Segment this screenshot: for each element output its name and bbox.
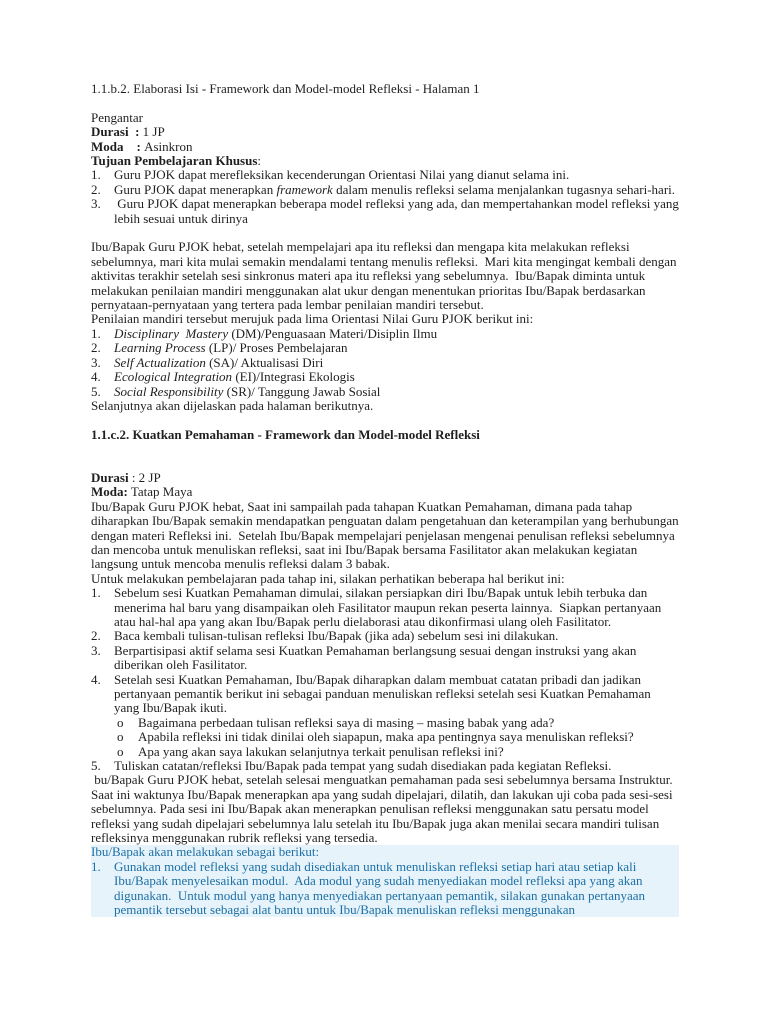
- section2-title: 1.1.c.2. Kuatkan Pemahaman - Framework dan Model-model Refleksi: [91, 426, 480, 442]
- list-number: 1.: [91, 585, 101, 601]
- list-item: [91, 673, 679, 716]
- list-item: [91, 644, 679, 673]
- list-text: Apa yang akan saya lakukan selanjutnya terkait penulisan refleksi ini?: [138, 743, 504, 759]
- list-text: Berpartisipasi aktif selama sesi Kuatkan Pemahaman berlangsung sesuai dengan instruksi yang akan diberikan oleh Fasilitator.: [114, 642, 637, 673]
- list-text: Guru PJOK dapat menerapkan beberapa model refleksi yang ada, dan mempertahankan model refleksi yang lebih sesuai untuk dirinya: [114, 196, 683, 226]
- durasi-line: [91, 471, 679, 485]
- spacer: [91, 226, 679, 240]
- spacer: [91, 413, 679, 427]
- tujuan-colon: :: [257, 153, 262, 169]
- moda-value: Asinkron: [144, 138, 193, 154]
- tujuan-heading: [91, 154, 679, 168]
- list-number: 2.: [91, 181, 101, 197]
- list-text: Baca kembali tulisan-tulisan refleksi Ibu/Bapak (jika ada) sebelum sesi ini dilakukan.: [114, 628, 559, 644]
- list-number: 1.: [91, 325, 101, 341]
- list-item: [91, 196, 683, 226]
- list-text: Gunakan model refleksi yang sudah disediakan untuk menuliskan refleksi setiap hari atau setiap kali Ibu/Bapak menyelesaikan modul. Ada modul yang sudah menyediakan model refleksi apa yang akan digunakan. Untuk modul yang hanya menyediakan pertanyaan pemantik, silakan gunakan pertanyaan pemantik tersebut sebagai alat bantu untuk Ibu/Bapak menuliskan refleksi menggunakan: [114, 858, 649, 918]
- orientasi-desc: (EI)/Integrasi Ekologis: [232, 369, 355, 385]
- list-item: [91, 745, 679, 759]
- durasi-sep: :: [128, 124, 143, 140]
- orientasi-list: [91, 327, 679, 399]
- list-item: [91, 716, 679, 730]
- list-item: [91, 183, 679, 197]
- list-text: Guru PJOK dapat merefleksikan kecenderungan Orientasi Nilai yang dianut selama ini.: [114, 167, 570, 183]
- list-number: 3.: [91, 642, 101, 658]
- list-text-emphasis: framework: [276, 181, 333, 197]
- list-item: [91, 860, 679, 918]
- list-text: Sebelum sesi Kuatkan Pemahaman dimulai, silakan persiapkan diri Ibu/Bapak untuk lebih terbuka dan menerima hal baru yang disampaikan oleh Fasilitator maupun rekan peserta lainnya. Siapkan pertanyaan atau hal-hal apa yang akan Ibu/Bapak perlu dielaborasi atau dikonfirmasi ulang oleh Fasilitator.: [114, 585, 665, 629]
- steps-intro: Untuk melakukan pembelajaran pada tahap ini, silakan perhatikan beberapa hal berikut ini:: [91, 570, 565, 586]
- list-item: [91, 341, 679, 355]
- list-number: 1.: [91, 858, 101, 874]
- list-text: Tuliskan catatan/refleksi Ibu/Bapak pada tempat yang sudah disediakan pada kegiatan Refleksi.: [114, 758, 612, 774]
- section2-paragraph: Ibu/Bapak Guru PJOK hebat, Saat ini sampailah pada tahapan Kuatkan Pemahaman, dimana pada tahap diharapkan Ibu/Bapak semakin mendapatkan penguatan dalam pengetahuan dan keterampilan yang berhubungan dengan materi Refleksi ini. Setelah Ibu/Bapak mempelajari penjelasan mengenai penulisan refleksi sebelumnya dan mencoba untuk menuliskan refleksi, saat ini Ibu/Bapak bersama Fasilitator akan melakukan kegiatan langsung untuk mencoba menulis refleksi dalam 3 babak.: [91, 498, 682, 572]
- list-number: 4.: [91, 671, 101, 687]
- penilaian-intro: Penilaian mandiri tersebut merujuk pada lima Orientasi Nilai Guru PJOK berikut ini:: [91, 311, 534, 327]
- moda-label: Moda:: [91, 484, 128, 500]
- moda-label: Moda: [91, 138, 124, 154]
- orientasi-desc: (DM)/Penguasaan Materi/Disiplin Ilmu: [228, 325, 438, 341]
- tujuan-list: [91, 167, 683, 226]
- list-item: [91, 730, 679, 744]
- closing-line: Selanjutnya akan dijelaskan pada halaman berikutnya.: [91, 397, 374, 413]
- list-number: 2.: [91, 340, 101, 356]
- steps-list: [91, 586, 679, 716]
- list-number: 4.: [91, 369, 101, 385]
- list-item: [91, 385, 679, 399]
- spacer: [91, 96, 679, 110]
- highlight-intro: Ibu/Bapak akan melakukan sebagai berikut:: [91, 844, 320, 860]
- list-item: [91, 356, 679, 370]
- question-list: [91, 716, 679, 759]
- orientasi-term: Social Responsibility: [114, 383, 224, 399]
- bullet-icon: o: [117, 743, 124, 759]
- list-number: 1.: [91, 167, 101, 183]
- durasi-value: 1 JP: [142, 124, 165, 140]
- list-text: Apabila refleksi ini tidak dinilai oleh siapapun, maka apa pentingnya saya menuliskan refleksi?: [138, 729, 634, 745]
- list-number: 3.: [91, 196, 101, 212]
- list-number: 2.: [91, 628, 101, 644]
- section1-paragraph: Ibu/Bapak Guru PJOK hebat, setelah mempelajari apa itu refleksi dan mengapa kita melakukan refleksi sebelumnya, mari kita mulai semakin mendalami tentang menulis refleksi. Mari kita mengingat kembali dengan aktivitas terakhir setelah sesi sinkronus materi apa itu refleksi yang sebelumnya. Ibu/Bapak diminta untuk melakukan penilaian mandiri menggunakan alat ukur dengan menentukan prioritas Ibu/Bapak berdasarkan pernyataan-pernyataan yang tertera pada lembar penilaian mandiri tersebut.: [91, 239, 680, 313]
- list-text: Bagaimana perbedaan tulisan refleksi saya di masing – masing babak yang ada?: [138, 714, 555, 730]
- orientasi-term: Self Actualization: [114, 354, 206, 370]
- list-text: Setelah sesi Kuatkan Pemahaman, Ibu/Bapak diharapkan dalam membuat catatan pribadi dan jadikan pertanyaan pemantik berikut ini sebagai panduan menuliskan refleksi setelah sesi Kuatkan Pemahaman yang Ibu/Bapak ikuti.: [114, 671, 651, 716]
- list-item: [91, 586, 679, 629]
- durasi-label: Durasi: [91, 469, 129, 485]
- list-text-post: dalam menulis refleksi selama menjalankan tugasnya sehari-hari.: [332, 181, 676, 197]
- bullet-icon: o: [117, 714, 124, 730]
- tujuan-label: Tujuan Pembelajaran Khusus: [91, 153, 258, 169]
- list-item: [91, 168, 679, 182]
- durasi-label: Durasi: [91, 124, 129, 140]
- highlight-block: [91, 845, 679, 917]
- intro-label: Pengantar: [91, 109, 143, 125]
- moda-line: [91, 140, 679, 154]
- list-number: 3.: [91, 354, 101, 370]
- durasi-line: [91, 125, 679, 139]
- orientasi-desc: (SR)/ Tanggung Jawab Sosial: [223, 383, 381, 399]
- durasi-value: : 2 JP: [128, 469, 161, 485]
- spacer: [91, 457, 679, 471]
- list-text-pre: Guru PJOK dapat menerapkan: [114, 181, 277, 197]
- moda-sep: :: [123, 138, 145, 154]
- bullet-icon: o: [117, 729, 124, 745]
- moda-value: Tatap Maya: [127, 484, 193, 500]
- document-page: [91, 81, 683, 918]
- orientasi-desc: (SA)/ Aktualisasi Diri: [205, 354, 324, 370]
- orientasi-desc: (LP)/ Proses Pembelajaran: [205, 340, 348, 356]
- list-number: 5.: [91, 758, 101, 774]
- spacer: [91, 442, 679, 456]
- list-item: [91, 759, 679, 773]
- list-number: 5.: [91, 383, 101, 399]
- list-item: [91, 629, 679, 643]
- orientasi-term: Ecological Integration: [114, 369, 233, 385]
- list-item: [91, 327, 679, 341]
- moda-line: [91, 485, 679, 499]
- list-item: [91, 370, 679, 384]
- orientasi-term: Disciplinary Mastery: [114, 325, 229, 341]
- orientasi-term: Learning Process: [114, 340, 206, 356]
- section1-title: 1.1.b.2. Elaborasi Isi - Framework dan Model-model Refleksi - Halaman 1: [91, 81, 480, 96]
- after-paragraph: bu/Bapak Guru PJOK hebat, setelah selesai menguatkan pemahaman pada sesi sebelumnya bersama Instruktur. Saat ini waktunya Ibu/Bapak menerapkan apa yang sudah dipelajari, dilatih, dan lakukan uji coba pada sesi-sesi sebelumnya. Pada sesi ini Ibu/Bapak akan menerapkan penulisan refleksi menggunakan satu persatu model refleksi yang sudah dipelajari sebelumnya lalu setelah itu Ibu/Bapak juga akan menilai secara mandiri tulisan refleksinya menggunakan rubrik refleksi yang tersedia.: [91, 772, 680, 846]
